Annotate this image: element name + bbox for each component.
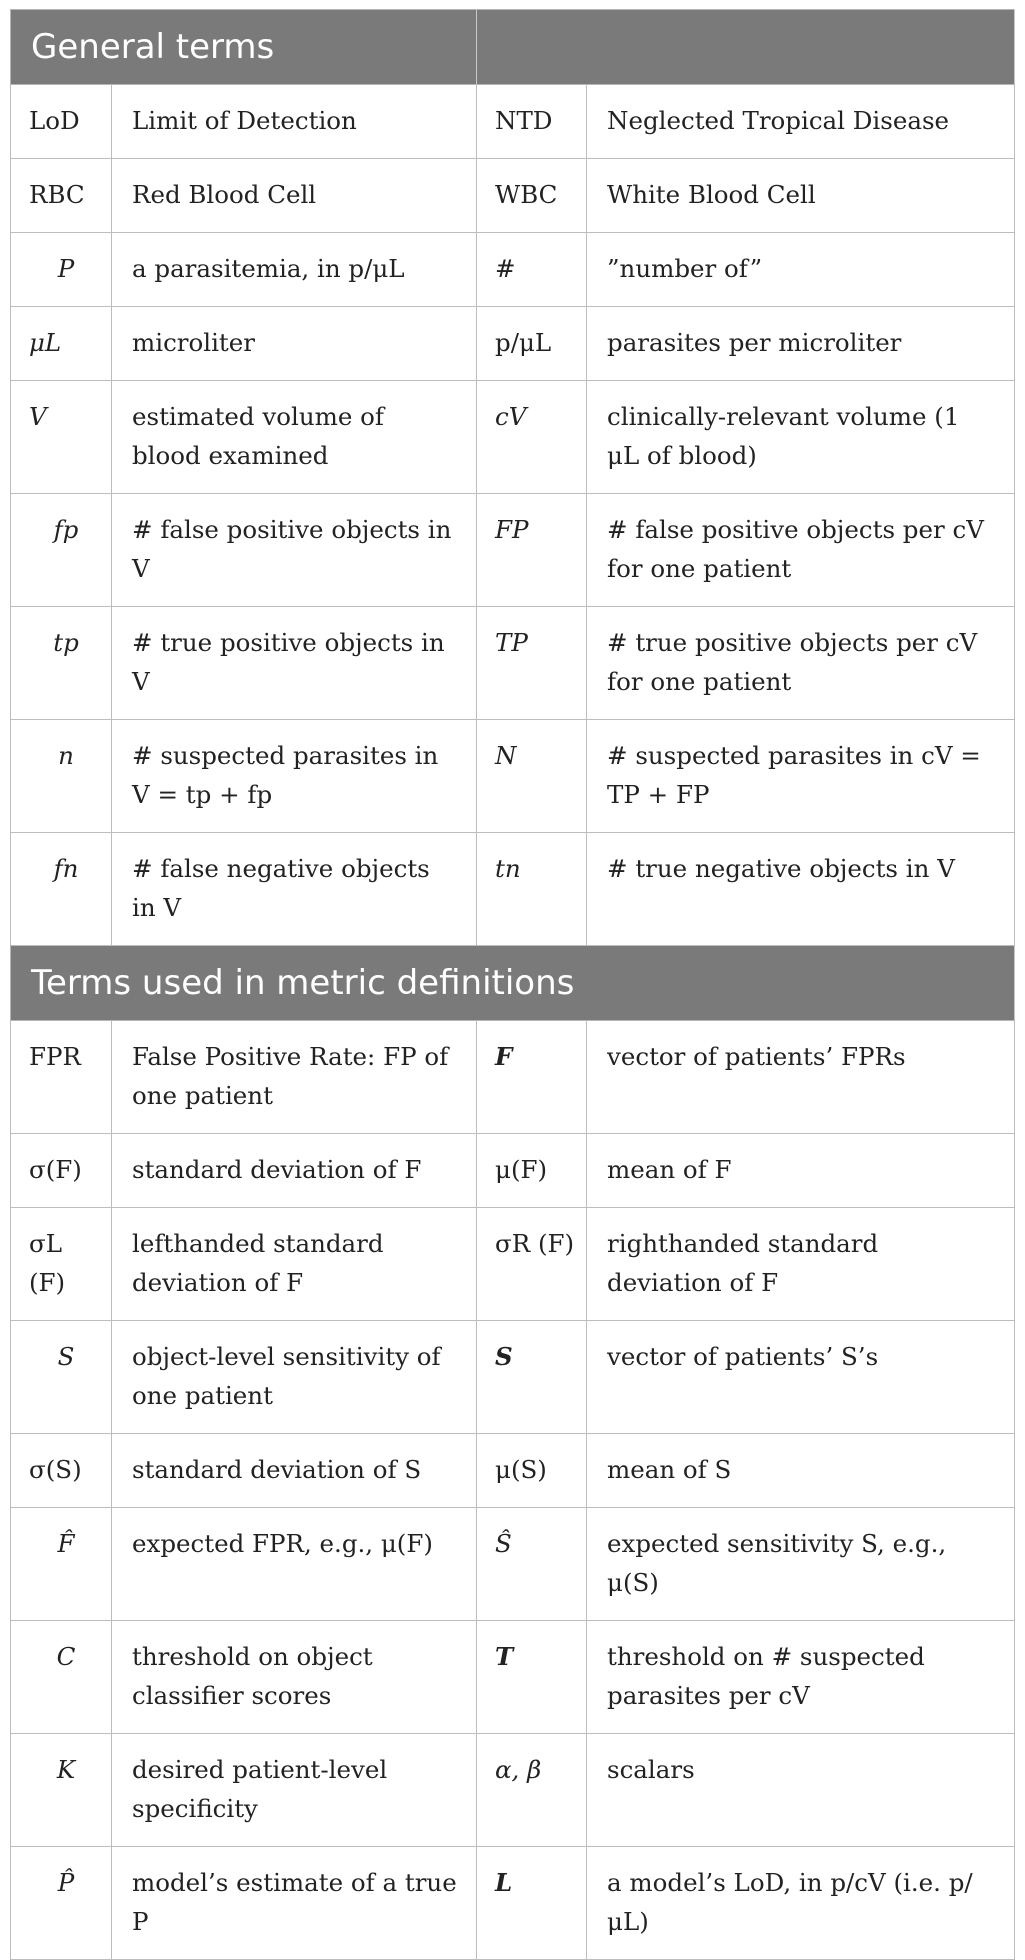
term-symbol: WBC: [477, 159, 587, 233]
term-symbol: σL (F): [11, 1208, 112, 1321]
section-title-metrics: Terms used in metric definitions: [11, 946, 1015, 1021]
term-definition: # false negative objects in V: [112, 833, 477, 946]
term-definition: ”number of”: [587, 233, 1015, 307]
term-definition: Red Blood Cell: [112, 159, 477, 233]
term-symbol: p/μL: [477, 307, 587, 381]
term-symbol: μ(F): [477, 1134, 587, 1208]
term-symbol: Ŝ: [477, 1508, 587, 1621]
term-symbol: σR (F): [477, 1208, 587, 1321]
table-row: [11, 494, 1015, 607]
term-definition: # false positive objects in V: [112, 494, 477, 607]
table-row: [11, 381, 1015, 494]
term-definition: threshold on object classifier scores: [112, 1621, 477, 1734]
term-symbol: P: [11, 233, 112, 307]
term-definition: False Positive Rate: FP of one patient: [112, 1021, 477, 1134]
term-definition: # suspected parasites in cV = TP + FP: [587, 720, 1015, 833]
term-definition: expected sensitivity S, e.g., μ(S): [587, 1508, 1015, 1621]
table-row: [11, 1847, 1015, 1960]
term-definition: scalars: [587, 1734, 1015, 1847]
table-row: [11, 833, 1015, 946]
term-symbol: C: [11, 1621, 112, 1734]
term-symbol: σ(S): [11, 1434, 112, 1508]
term-definition: clinically-relevant volume (1 μL of blood): [587, 381, 1015, 494]
term-definition: model’s estimate of a true P: [112, 1847, 477, 1960]
term-definition: vector of patients’ S’s: [587, 1321, 1015, 1434]
term-symbol: fn: [11, 833, 112, 946]
term-symbol: fp: [11, 494, 112, 607]
term-symbol: μ(S): [477, 1434, 587, 1508]
term-definition: # true positive objects in V: [112, 607, 477, 720]
term-symbol: K: [11, 1734, 112, 1847]
table-row: [11, 307, 1015, 381]
section-title-general: General terms: [11, 10, 477, 85]
table-row: [11, 1434, 1015, 1508]
term-symbol: F̂: [11, 1508, 112, 1621]
term-definition: vector of patients’ FPRs: [587, 1021, 1015, 1134]
table-row: [11, 85, 1015, 159]
term-symbol: σ(F): [11, 1134, 112, 1208]
term-definition: a model’s LoD, in p/cV (i.e. p/μL): [587, 1847, 1015, 1960]
term-symbol: NTD: [477, 85, 587, 159]
term-definition: Neglected Tropical Disease: [587, 85, 1015, 159]
term-definition: standard deviation of F: [112, 1134, 477, 1208]
term-definition: expected FPR, e.g., μ(F): [112, 1508, 477, 1621]
term-definition: microliter: [112, 307, 477, 381]
term-definition: mean of S: [587, 1434, 1015, 1508]
term-symbol: #: [477, 233, 587, 307]
section-header-row: [11, 946, 1015, 1021]
term-symbol: cV: [477, 381, 587, 494]
term-symbol: α, β: [477, 1734, 587, 1847]
table-row: [11, 1734, 1015, 1847]
term-symbol: T: [477, 1621, 587, 1734]
term-symbol: S: [477, 1321, 587, 1434]
term-definition: threshold on # suspected parasites per cV: [587, 1621, 1015, 1734]
term-symbol: RBC: [11, 159, 112, 233]
term-definition: # true positive objects per cV for one patient: [587, 607, 1015, 720]
section-header-blank: [477, 10, 1015, 85]
term-definition: parasites per microliter: [587, 307, 1015, 381]
term-symbol: LoD: [11, 85, 112, 159]
term-symbol: tp: [11, 607, 112, 720]
term-symbol: F: [477, 1021, 587, 1134]
term-symbol: N: [477, 720, 587, 833]
term-definition: desired patient-level specificity: [112, 1734, 477, 1847]
glossary-table: [10, 9, 1015, 1960]
term-definition: # true negative objects in V: [587, 833, 1015, 946]
term-symbol: FPR: [11, 1021, 112, 1134]
term-definition: # suspected parasites in V = tp + fp: [112, 720, 477, 833]
term-definition: lefthanded standard deviation of F: [112, 1208, 477, 1321]
term-definition: standard deviation of S: [112, 1434, 477, 1508]
table-row: [11, 159, 1015, 233]
table-row: [11, 720, 1015, 833]
term-definition: object-level sensitivity of one patient: [112, 1321, 477, 1434]
term-symbol: S: [11, 1321, 112, 1434]
term-symbol: μL: [11, 307, 112, 381]
table-row: [11, 233, 1015, 307]
term-definition: mean of F: [587, 1134, 1015, 1208]
glossary-table-container: [10, 9, 1014, 1960]
table-row: [11, 1508, 1015, 1621]
table-row: [11, 1134, 1015, 1208]
term-symbol: tn: [477, 833, 587, 946]
term-definition: righthanded standard deviation of F: [587, 1208, 1015, 1321]
term-definition: White Blood Cell: [587, 159, 1015, 233]
term-symbol: TP: [477, 607, 587, 720]
section-header-row: [11, 10, 1015, 85]
term-definition: Limit of Detection: [112, 85, 477, 159]
table-row: [11, 1621, 1015, 1734]
term-symbol: FP: [477, 494, 587, 607]
table-row: [11, 1208, 1015, 1321]
term-symbol: n: [11, 720, 112, 833]
term-definition: a parasitemia, in p/μL: [112, 233, 477, 307]
term-definition: # false positive objects per cV for one patient: [587, 494, 1015, 607]
table-row: [11, 607, 1015, 720]
term-symbol: V: [11, 381, 112, 494]
term-symbol: P̂: [11, 1847, 112, 1960]
term-definition: estimated volume of blood examined: [112, 381, 477, 494]
table-row: [11, 1321, 1015, 1434]
term-symbol: L: [477, 1847, 587, 1960]
table-row: [11, 1021, 1015, 1134]
